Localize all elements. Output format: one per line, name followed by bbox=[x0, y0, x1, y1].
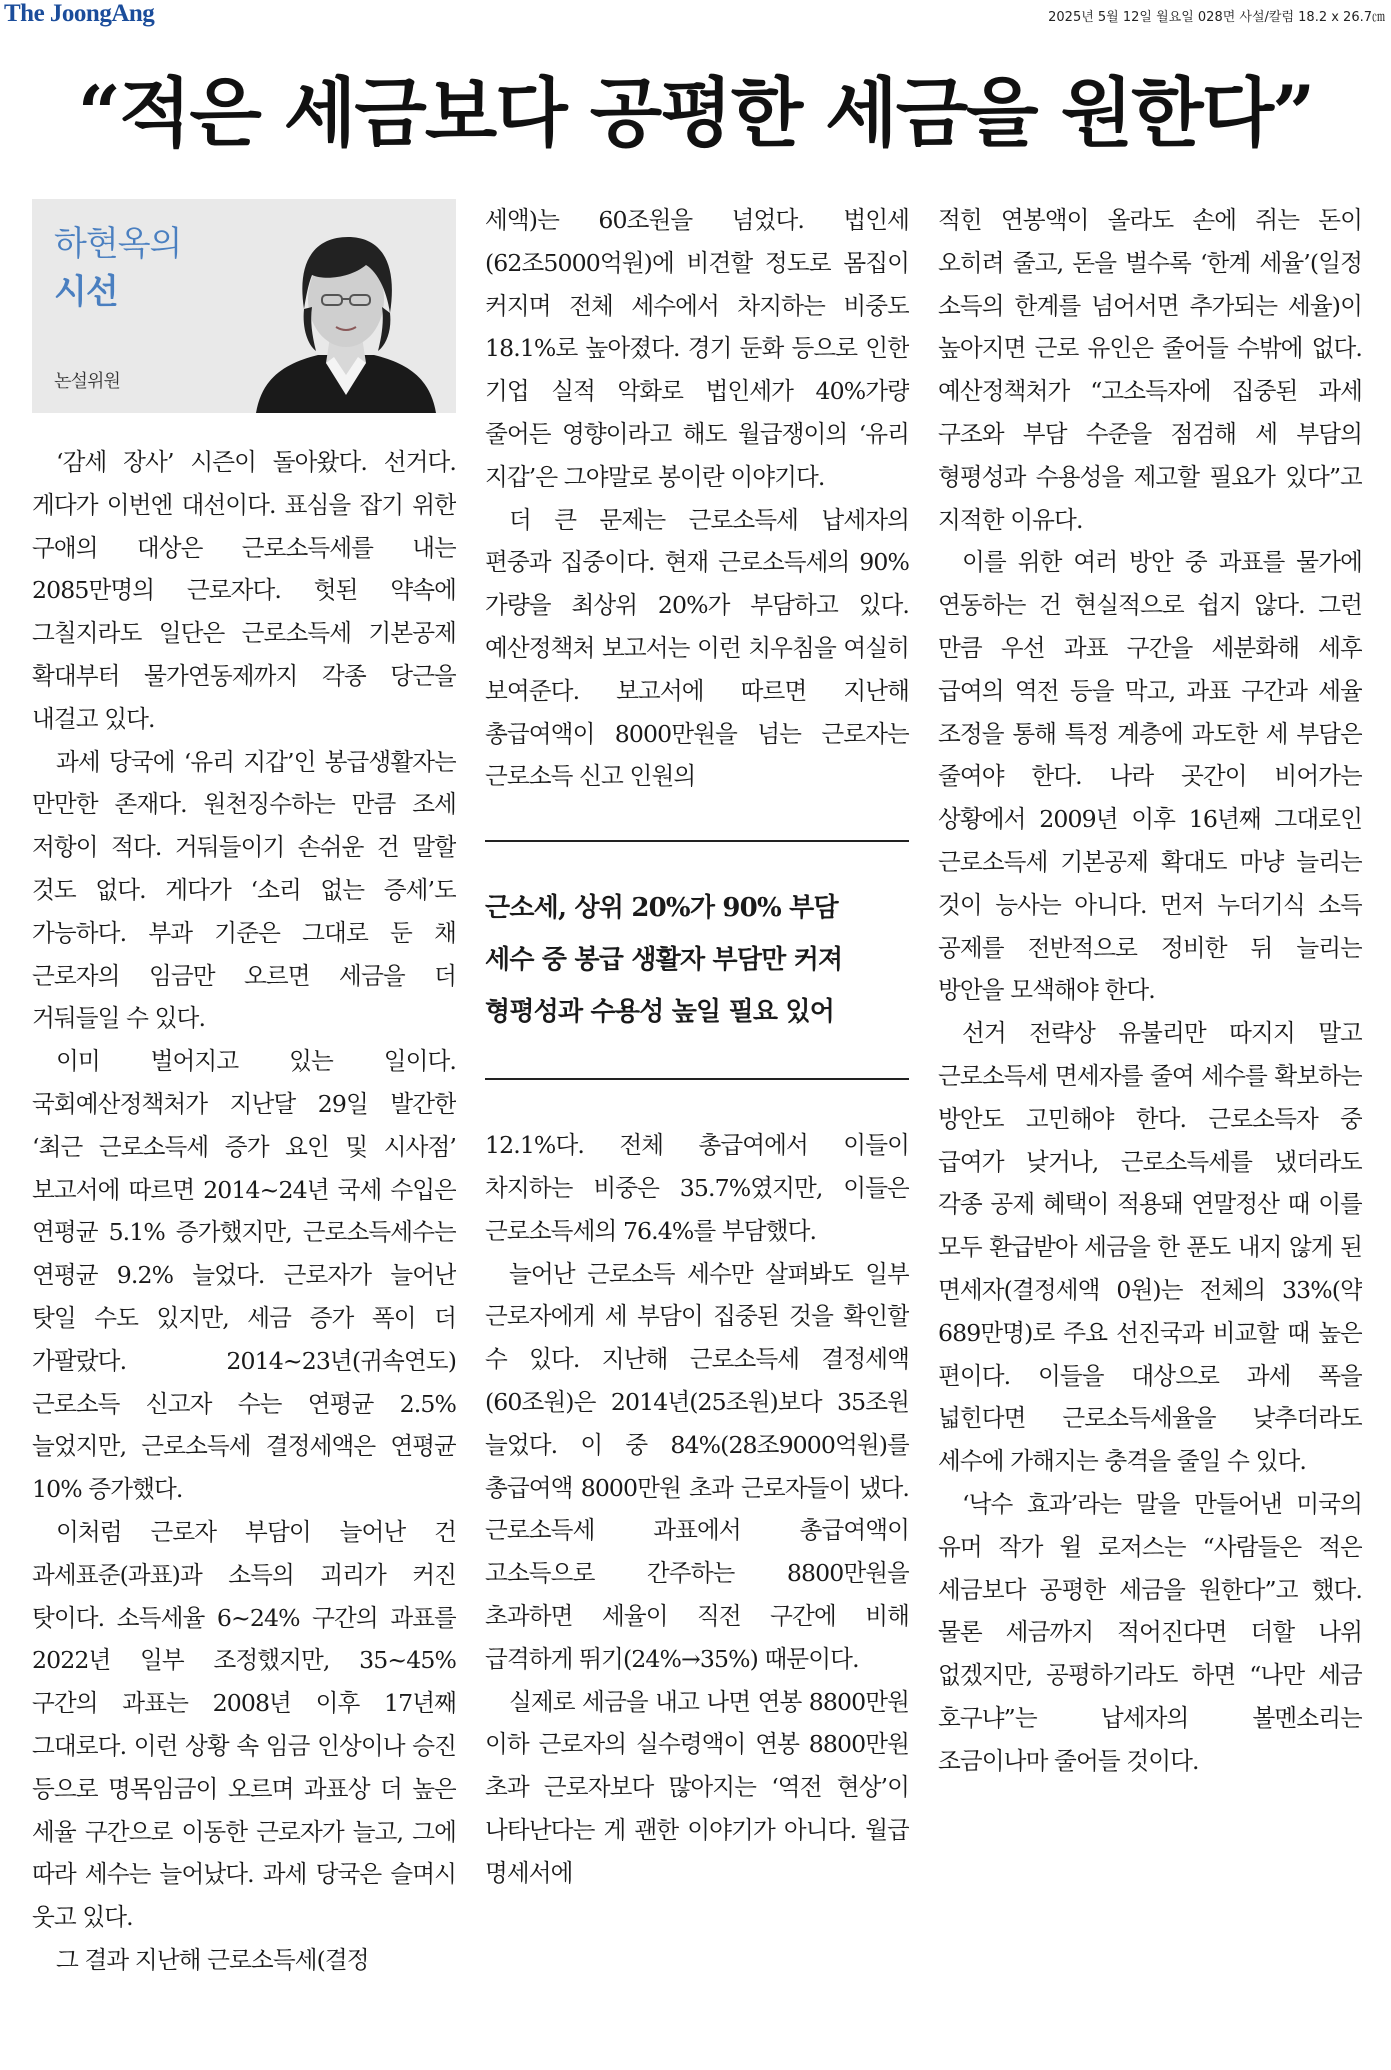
paragraph: 세액)는 60조원을 넘었다. 법인세(62조5000억원)에 비견할 정도로 몸집이 커지며 전체 세수에서 차지하는 비중도 18.1%로 높아졌다. 경기 둔화 등으로 인한 기업 실적 악화로 법인세가 40%가량 줄어든 영향이라고 해도 월급쟁이의 ‘유리 지갑’은 그야말로 봉이란 이야기다. bbox=[485, 206, 909, 491]
paragraph: 과세 당국에 ‘유리 지갑’인 봉급생활자는 만만한 존재다. 원천징수하는 만큼 조세 저항이 적다. 거둬들이기 손쉬운 건 말할 것도 없다. 게다가 ‘소리 없는 증세’도 가능하다. 부과 기준은 그대로 둔 채 근로자의 임금만 오르면 세금을 더 거둬들일 수 있다. bbox=[32, 747, 456, 1033]
paragraph: 이미 벌어지고 있는 일이다. 국회예산정책처가 지난달 29일 발간한 ‘최근 근로소득세 증가 요인 및 시사점’ 보고서에 따르면 2014~24년 국세 수입은 연평균 5.1% 증가했지만, 근로소득세수는 연평균 9.2% 늘었다. 근로자가 늘어난 탓일 수도 있지만, 세금 증가 폭이 더 가팔랐다. 2014~23년(귀속연도) 근로소득 신고자 수는 연평균 2.5% 늘었지만, 근로소득세 결정세액은 연평균 10% 증가했다. bbox=[32, 1047, 456, 1504]
paragraph: 늘어난 근로소득 세수만 살펴봐도 일부 근로자에게 세 부담이 집중된 것을 확인할 수 있다. 지난해 근로소득세 결정세액(60조원)은 2014년(25조원)보다 35조원 늘었다. 이 중 84%(28조9000억원)를 총급여액 8000만원 초과 근로자들이 냈다. 근로소득세 과표에서 총급여액이 고소득으로 간주하는 8800만원을 초과하면 세율이 직전 구간에 비해 급격하게 뛰기(24%→35%) 때문이다. bbox=[485, 1259, 909, 1673]
pull-quote-line: 형평성과 수용성 높일 필요 있어 bbox=[485, 997, 835, 1028]
byline-box bbox=[32, 199, 456, 413]
headline: “적은 세금보다 공평한 세금을 원한다” bbox=[77, 69, 1314, 157]
columnist-name: 하현옥의 bbox=[54, 224, 182, 264]
pull-quote-line: 근소세, 상위 20%가 90% 부담 bbox=[485, 893, 838, 924]
columnist-role: 논설위원 bbox=[54, 371, 120, 392]
column-1 bbox=[32, 199, 456, 2059]
column-series: 시선 bbox=[54, 272, 118, 312]
paragraph: 실제로 세금을 내고 나면 연봉 8800만원 이하 근로자의 실수령액이 연봉 8800만원 초과 근로자보다 많아지는 ‘역전 현상’이 나타난다는 게 괜한 이야기가 아니다. 월급 명세서에 bbox=[485, 1687, 909, 1887]
paragraph: 12.1%다. 전체 총급여에서 이들이 차지하는 비중은 35.7%였지만, 이들은 근로소득세의 76.4%를 부담했다. bbox=[485, 1131, 909, 1245]
newspaper-logo: The JoongAng bbox=[4, 0, 155, 27]
dateline: 2025년 5월 12일 월요일 028면 사설/칼럼 18.2 x 26.7㎝ bbox=[1048, 10, 1385, 25]
paragraph: ‘감세 장사’ 시즌이 돌아왔다. 선거다. 게다가 이번엔 대선이다. 표심을 잡기 위한 구애의 대상은 근로소득세를 내는 2085만명의 근로자다. 헛된 약속에 그칠지라도 일단은 근로소득세 기본공제 확대부터 물가연동제까지 각종 당근을 내걸고 있다. bbox=[32, 448, 456, 733]
paragraph: 적힌 연봉액이 올라도 손에 쥐는 돈이 오히려 줄고, 돈을 벌수록 ‘한계 세율’(일정 소득의 한계를 넘어서면 추가되는 세율)이 높아지면 근로 유인은 줄어들 수밖에 없다. 예산정책처가 “고소득자에 집중된 과세 구조와 부담 수준을 점검해 세 부담의 형평성과 수용성을 제고할 필요가 있다”고 지적한 이유다. bbox=[938, 206, 1362, 534]
masthead bbox=[0, 0, 1391, 34]
columnist-portrait bbox=[256, 217, 436, 413]
pull-quote-line: 세수 중 봉급 생활자 부담만 커져 bbox=[485, 945, 843, 976]
paragraph: 선거 전략상 유불리만 따지지 말고 근로소득세 면세자를 줄여 세수를 확보하는 방안도 고민해야 한다. 근로소득자 중 급여가 낮거나, 근로소득세를 냈더라도 각종 공제 혜택이 적용돼 연말정산 때 이를 모두 환급받아 세금을 한 푼도 내지 않게 된 면세자(결정세액 0원)는 전체의 33%(약 689만명)로 주요 선진국과 비교할 때 높은 편이다. 이들을 대상으로 과세 폭을 넓힌다면 근로소득세율을 낮추더라도 세수에 가해지는 충격을 줄일 수 있다. bbox=[938, 1019, 1362, 1476]
column-3 bbox=[938, 199, 1362, 2059]
paragraph: 그 결과 지난해 근로소득세(결정 bbox=[56, 1945, 369, 1974]
paragraph: 이처럼 근로자 부담이 늘어난 건 과세표준(과표)과 소득의 괴리가 커진 탓이다. 소득세율 6~24% 구간의 과표를 2022년 일부 조정했지만, 35~45% 구간의 과표는 2008년 이후 17년째 그대로다. 이런 상황 속 임금 인상이나 승진 등으로 명목임금이 오르며 과표상 더 높은 세율 구간으로 이동한 근로자가 늘고, 그에 따라 세수는 늘어났다. 과세 당국은 슬며시 웃고 있다. bbox=[32, 1517, 456, 1932]
column-2 bbox=[485, 199, 909, 2059]
paragraph: 이를 위한 여러 방안 중 과표를 물가에 연동하는 건 현실적으로 쉽지 않다. 그런 만큼 우선 과표 구간을 세분화해 세후 급여의 역전 등을 막고, 과표 구간과 세율 조정을 통해 특정 계층에 과도한 세 부담은 줄여야 한다. 나라 곳간이 비어가는 상황에서 2009년 이후 16년째 그대로인 근로소득세 기본공제 확대도 마냥 늘리는 것이 능사는 아니다. 먼저 누더기식 소득 공제를 전반적으로 정비한 뒤 늘리는 방안을 모색해야 한다. bbox=[938, 548, 1362, 1005]
paragraph: ‘낙수 효과’라는 말을 만들어낸 미국의 유머 작가 윌 로저스는 “사람들은 적은 세금보다 공평한 세금을 원한다”고 했다. 물론 세금까지 적어진다면 더할 나위 없겠지만, 공평하기라도 하면 “나만 세금 호구냐”는 납세자의 볼멘소리는 조금이나마 줄어들 것이다. bbox=[938, 1489, 1362, 1775]
paragraph: 더 큰 문제는 근로소득세 납세자의 편중과 집중이다. 현재 근로소득세의 90%가량을 최상위 20%가 부담하고 있다. 예산정책처 보고서는 이런 치우침을 여실히 보여준다. 보고서에 따르면 지난해 총급여액이 8000만원을 넘는 근로자는 근로소득 신고 인원의 bbox=[485, 505, 909, 791]
pull-quote bbox=[485, 840, 909, 1080]
